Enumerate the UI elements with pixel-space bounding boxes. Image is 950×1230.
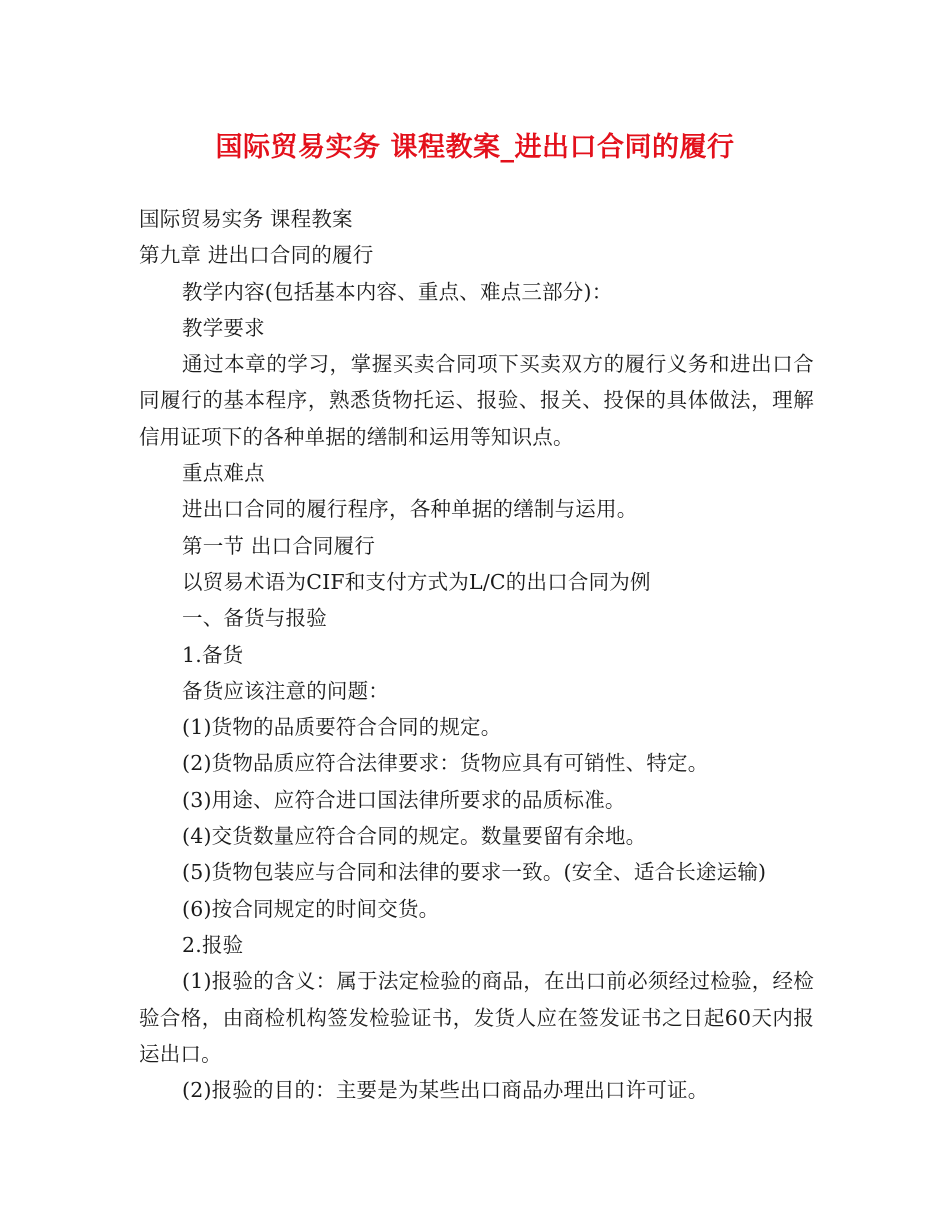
item-heading-stocking: 1.备货 [182,642,244,667]
list-item: (1)货物的品质要符合合同的规定。 [182,715,502,740]
section-example: 以贸易术语为CIF和支付方式为L/C的出口合同为例 [182,569,651,594]
item-heading-inspection: 2.报验 [182,932,244,957]
item-intro: 备货应该注意的问题： [182,678,389,703]
chapter-title: 第九章 进出口合同的履行 [139,243,374,268]
section-heading: 第一节 出口合同履行 [182,533,376,558]
list-item: (5)货物包装应与合同和法律的要求一致。(安全、适合长途运输) [182,860,767,885]
list-item: (6)按合同规定的时间交货。 [182,896,440,921]
requirements-paragraph: 通过本章的学习，掌握买卖合同项下买卖双方的履行义务和进出口合同履行的基本程序，熟悉货物托运、报验、报关、投保的具体做法，理解信用证项下的各种单据的缮制和运用等知识点。 [139,352,814,449]
keypoints-heading: 重点难点 [182,461,265,486]
inspection-purpose-paragraph: (2)报验的目的：主要是为某些出口商品办理出口许可证。 [182,1078,709,1103]
list-item: (3)用途、应符合进口国法律所要求的品质标准。 [182,787,626,812]
inspection-meaning-paragraph: (1)报验的含义：属于法定检验的商品，在出口前必须经过检验，经检验合格，由商检机构签发检验证书，发货人应在签发证书之日起60天内报运出口。 [139,969,814,1066]
course-line: 国际贸易实务 课程教案 [139,207,353,231]
content-heading: 教学内容(包括基本内容、重点、难点三部分)： [182,279,613,304]
keypoints-paragraph: 进出口合同的履行程序，各种单据的缮制与运用。 [182,497,638,522]
requirements-heading: 教学要求 [182,315,265,340]
part-heading: 一、备货与报验 [182,606,327,631]
list-item: (4)交货数量应符合合同的规定。数量要留有余地。 [182,824,647,849]
document-title: 国际贸易实务 课程教案_进出口合同的履行 [215,132,735,163]
document-body [139,201,814,1108]
list-item: (2)货物品质应符合法律要求：货物应具有可销性、特定。 [182,751,709,776]
